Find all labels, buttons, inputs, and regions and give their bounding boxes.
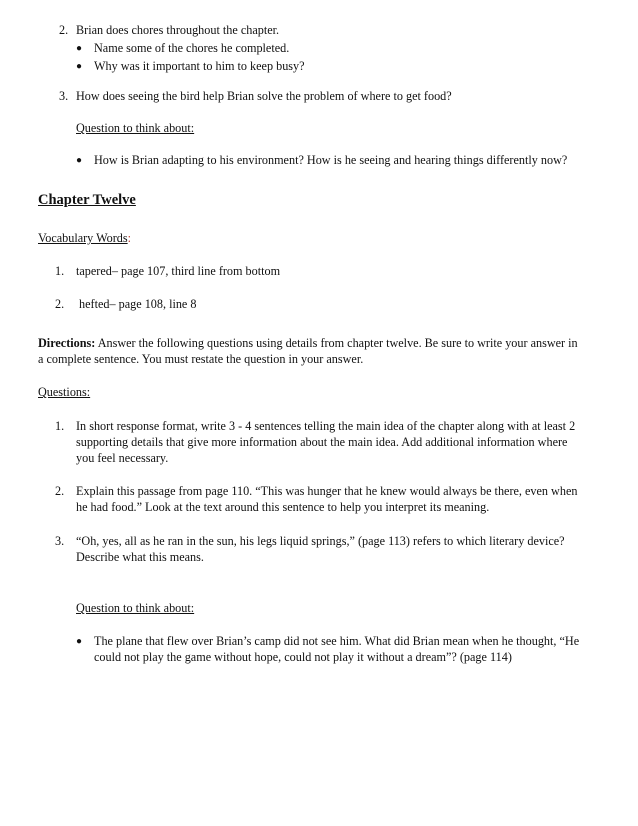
directions-label: Directions: xyxy=(38,336,96,350)
sub-question: Why was it important to him to keep busy? xyxy=(94,59,305,73)
question-number: 1. xyxy=(55,419,65,433)
question-number: 2. xyxy=(59,23,69,37)
question-line: you feel necessary. xyxy=(76,451,169,465)
question-line: “Oh, yes, all as he ran in the sun, his legs liquid springs,” (page 113) refers to which literary device? xyxy=(76,534,565,548)
vocab-number: 2. xyxy=(55,297,65,311)
question-text: How does seeing the bird help Brian solve the problem of where to get food? xyxy=(76,89,452,103)
question-number: 3. xyxy=(59,89,69,103)
think-label: Question to think about: xyxy=(76,121,195,135)
vocab-item: tapered– page 107, third line from bottom xyxy=(76,264,281,278)
question-line: Describe what this means. xyxy=(76,550,204,564)
bullet-icon: ● xyxy=(76,636,83,647)
think-question: How is Brian adapting to his environment? How is he seeing and hearing things differently now? xyxy=(94,153,568,167)
think-label: Question to think about: xyxy=(76,601,195,615)
sub-question: Name some of the chores he completed. xyxy=(94,41,290,55)
chapter-heading: Chapter Twelve xyxy=(38,192,136,208)
directions-text: Answer the following questions using details from chapter twelve. Be sure to write your answer in xyxy=(95,336,578,350)
questions-label: Questions: xyxy=(38,385,91,399)
question-line: Explain this passage from page 110. “This was hunger that he knew would always be there, even when xyxy=(76,484,578,498)
question-text: Brian does chores throughout the chapter. xyxy=(76,23,280,37)
vocab-heading xyxy=(38,230,131,246)
question-line: In short response format, write 3 - 4 sentences telling the main idea of the chapter along with at least 2 xyxy=(76,419,576,433)
question-number: 2. xyxy=(55,484,65,498)
vocab-number: 1. xyxy=(55,264,65,278)
bullet-icon: ● xyxy=(76,43,83,54)
vocab-colon: : xyxy=(127,231,132,245)
question-number: 3. xyxy=(55,534,65,548)
think-question-line: The plane that flew over Brian’s camp did not see him. What did Brian mean when he thought, “He xyxy=(94,634,580,648)
question-line: supporting details that give more information about the main idea. Add additional information where xyxy=(76,435,568,449)
bullet-icon: ● xyxy=(76,155,83,166)
vocab-item: hefted– page 108, line 8 xyxy=(76,297,197,311)
bullet-icon: ● xyxy=(76,61,83,72)
directions-line: a complete sentence. You must restate the question in your answer. xyxy=(38,352,364,366)
think-question-line: could not play the game without hope, could not play it without a dream”? (page 114) xyxy=(94,650,512,664)
question-line: he had food.” Look at the text around this sentence to help you interpret its meaning. xyxy=(76,500,490,514)
vocab-label: Vocabulary Words xyxy=(38,231,128,245)
directions-line xyxy=(38,335,578,351)
